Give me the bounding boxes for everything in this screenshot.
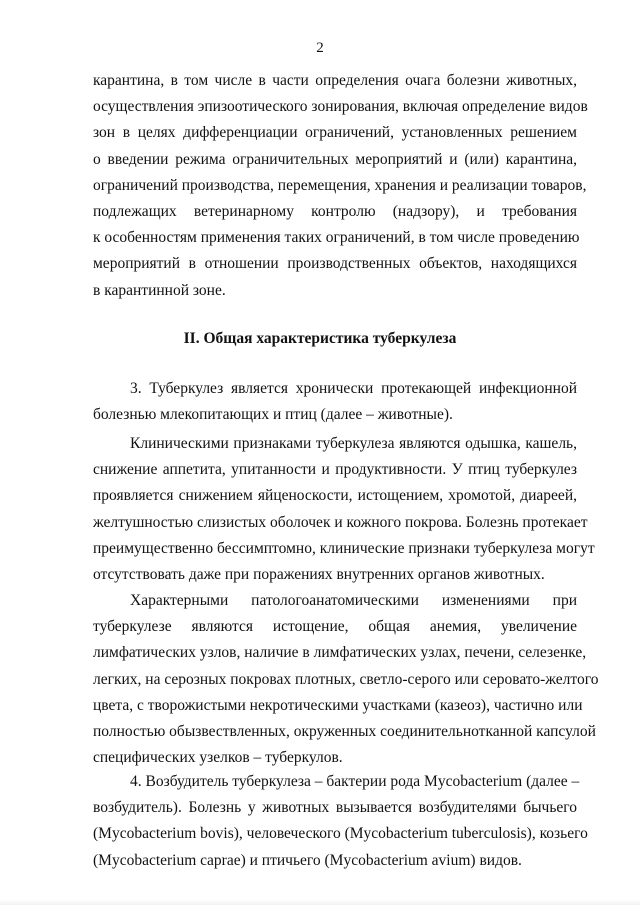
text-line: (Mycobacterium bovis), человеческого (Mycobacterium tuberculosis), козьего xyxy=(93,825,588,843)
paragraph-continuation xyxy=(93,68,588,304)
text-line: легких, на серозных покровах плотных, светло-серого или серовато-желтого xyxy=(93,670,599,688)
text-line: болезнью млекопитающих и птиц (далее – животные). xyxy=(93,406,453,424)
text-line: 4. Возбудитель туберкулеза – бактерии рода Mycobacterium (далее – xyxy=(130,773,580,790)
text-line: в карантинной зоне. xyxy=(93,281,226,299)
text-line: желтушностью слизистых оболочек и кожного покрова. Болезнь протекает xyxy=(93,513,588,531)
text-line: преимущественно бессимптомно, клинические признаки туберкулеза могут xyxy=(93,539,595,557)
page-number: 2 xyxy=(316,40,324,56)
text-line: специфических узелков – туберкулов. xyxy=(93,749,343,767)
text-line: ограничений производства, перемещения, хранения и реализации товаров, xyxy=(93,176,587,194)
text-line: о введении режима ограничительных мероприятий и (или) карантина, xyxy=(93,150,577,168)
paragraph-4 xyxy=(93,769,588,874)
text-line: подлежащих ветеринарному контролю (надзору), и требования xyxy=(93,202,577,220)
text-line: карантина, в том числе в части определения очага болезни животных, xyxy=(93,72,577,89)
text-line: Характерными патологоанатомическими изменениями при xyxy=(130,592,577,609)
text-line: туберкулезе являются истощение, общая анемия, увеличение xyxy=(93,618,577,636)
section-heading: II. Общая характеристика туберкулеза xyxy=(183,330,457,347)
text-line: осуществления эпизоотического зонирования, включая определение видов xyxy=(93,98,588,116)
text-line: лимфатических узлов, наличие в лимфатических узлах, печени, селезенке, xyxy=(93,644,587,662)
text-line: снижение аппетита, упитанности и продуктивности. У птиц туберкулез xyxy=(93,461,577,479)
paragraph-3 xyxy=(93,376,577,428)
text-line: полностью обызвествленных, окруженных соединительнотканной капсулой xyxy=(93,722,596,740)
text-line: зон в целях дифференциации ограничений, установленных решением xyxy=(93,124,577,142)
scan-edge xyxy=(0,899,640,905)
paragraph-pathology xyxy=(93,588,599,771)
text-line: Клиническими признаками туберкулеза являются одышка, кашель, xyxy=(130,435,577,452)
paragraph-clinical-signs xyxy=(93,431,595,588)
text-line: цвета, с творожистыми некротическими участками (казеоз), частично или xyxy=(93,696,583,714)
text-line: возбудитель). Болезнь у животных вызывается возбудителями бычьего xyxy=(93,799,577,817)
text-line: проявляется снижением яйценоскости, истощением, хромотой, диареей, xyxy=(93,487,577,505)
text-line: 3. Туберкулез является хронически протекающей инфекционной xyxy=(130,380,577,397)
text-line: мероприятий в отношении производственных объектов, находящихся xyxy=(93,255,577,273)
text-line: отсутствовать даже при поражениях внутренних органов животных. xyxy=(93,565,545,583)
text-line: (Mycobacterium caprae) и птичьего (Mycobacterium avium) видов. xyxy=(93,851,522,869)
text-line: к особенностям применения таких ограничений, в том числе проведению xyxy=(93,229,580,247)
